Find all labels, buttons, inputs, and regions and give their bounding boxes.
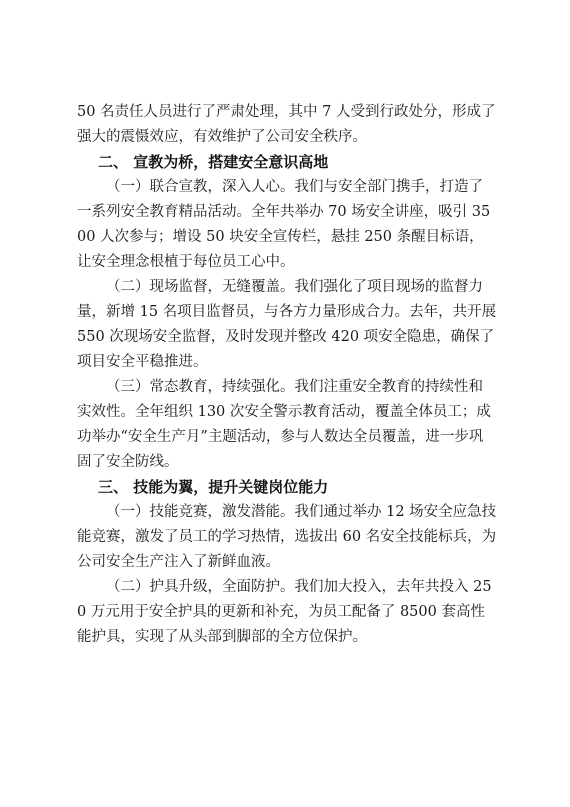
section-heading-2: 二、 宣教为桥，搭建安全意识高地 <box>98 153 329 171</box>
paragraph-joint-education: （一）联合宣教，深入人心。我们与安全部门携手，打造了一系列安全教育精品活动。全年共举办 70 场安全讲座，吸引 3500 人次参与；增设 50 块安全宣传栏，悬挂 250 条醒目标语，让安全理念根植于每位员工心中。 <box>77 179 491 270</box>
paragraph-skill-competition: （一）技能竞赛，激发潜能。我们通过举办 12 场安全应急技能竞赛，激发了员工的学习热情，选拔出 60 名安全技能标兵，为公司安全生产注入了新鲜血液。 <box>77 504 497 570</box>
paragraph-equipment-upgrade: （二）护具升级，全面防护。我们加大投入，去年共投入 250 万元用于安全护具的更新和补充，为员工配备了 8500 套高性能护具，实现了从头部到脚部的全方位保护。 <box>77 579 492 645</box>
paragraph-regular-education: （三）常态教育，持续强化。我们注重安全教育的持续性和实效性。全年组织 130 次安全警示教育活动，覆盖全体员工；成功举办“安全生产月”主题活动，参与人数达全员覆盖，进一步巩固了安全防线。 <box>77 379 491 470</box>
paragraph-site-supervision: （二）现场监督，无缝覆盖。我们强化了项目现场的监督力量，新增 15 名项目监督员，与各方力量形成合力。去年，共开展 550 次现场安全监督，及时发现并整改 420 项安全隐患，确保了项目安全平稳推进。 <box>77 279 501 370</box>
paragraph-continuation: 50 名责任人员进行了严肃处理，其中 7 人受到行政处分，形成了强大的震慑效应，有效维护了公司安全秩序。 <box>77 104 496 145</box>
section-heading-3: 三、 技能为翼，提升关键岗位能力 <box>98 478 329 496</box>
document-page <box>77 100 501 650</box>
